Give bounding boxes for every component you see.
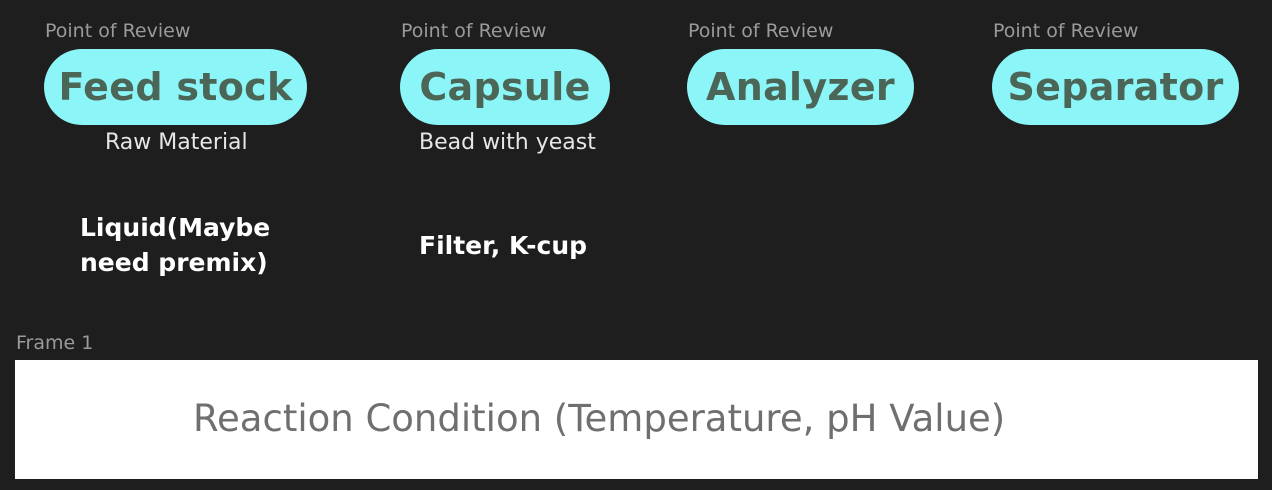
pill-analyzer[interactable]: Analyzer [687, 49, 914, 125]
frame-label-feed-stock[interactable]: Point of Review [45, 20, 191, 42]
note-feed-stock [80, 210, 270, 280]
pill-capsule[interactable]: Capsule [400, 49, 610, 125]
pill-separator[interactable]: Separator [992, 49, 1239, 125]
pill-feed-stock[interactable]: Feed stock [44, 49, 307, 125]
note-capsule-line-1: Filter, K-cup [419, 231, 588, 260]
note-feed-stock-line-1: Liquid(Maybe [80, 213, 271, 242]
note-feed-stock-line-2: need premix) [80, 248, 268, 277]
reaction-condition-text: Reaction Condition (Temperature, pH Value) [193, 397, 1006, 440]
subtitle-capsule: Bead with yeast [419, 130, 596, 155]
frame-label-analyzer[interactable]: Point of Review [688, 20, 834, 42]
frame-1[interactable] [15, 360, 1258, 479]
note-capsule [419, 228, 587, 263]
subtitle-feed-stock: Raw Material [105, 130, 248, 155]
frame-label-frame-1[interactable]: Frame 1 [16, 332, 94, 354]
frame-label-separator[interactable]: Point of Review [993, 20, 1139, 42]
frame-label-capsule[interactable]: Point of Review [401, 20, 547, 42]
